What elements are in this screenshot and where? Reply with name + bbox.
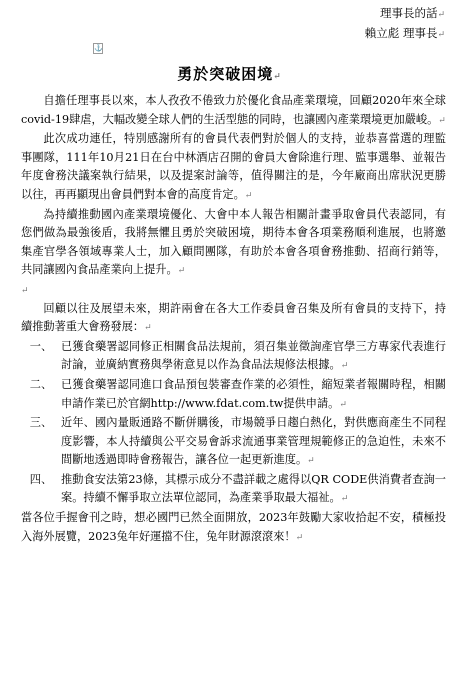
review-intro: 回顧以往及展望未來，期許兩會在各大工作委員會召集及所有會員的支持下，持續推動著重大會務發展：↵: [21, 301, 446, 334]
paragraph-mark: ↵: [339, 399, 347, 410]
paragraph-mark: ↵: [307, 456, 315, 467]
closing-paragraph: 當各位手握會刊之時，想必國門已然全面開放，2023年鼓勵大家收拾起不安，積極投入海外展覽，2023兔年好運擋不住，兔年財源滾滾來！↵: [21, 511, 446, 543]
author-line: 賴立彪 理事長↵: [364, 26, 445, 40]
list-number: 二、: [29, 377, 53, 391]
paragraph: 為持續推動國內產業環境優化、大會中本人報告相關計畫爭取會員代表認同，有您們做為最強後盾，我將無懼且勇於突破困境，期待本會各項業務順利進展，也將邀集產官學各領域專業人士，加入顧問團隊，有助於本會各項會務推動、招商行銷等，共同讓國內食品產業向上提升。↵: [21, 207, 446, 277]
paragraph-mark: ↵: [244, 190, 253, 201]
blank-line: [21, 281, 446, 300]
list-text: 已獲食藥署認同修正相關食品法規前，須召集並徵詢產官學三方專家代表進行討論，並廣納實務與學術意見以作為食品法規修法根據。↵: [61, 339, 446, 372]
list-text: 近年、國內量販通路不斷併購後，市場競爭日趨白熱化，對供應商產生不同程度影響，本人持續與公平交易會訴求流通事業管理規範修正的急迫性，未來不間斷地透過即時會務報告，讓各位一起更新進度。↵: [61, 416, 446, 467]
paragraph-mark: ↵: [437, 10, 445, 20]
paragraph-mark: ↵: [177, 266, 186, 277]
header-caption: 理事長的話↵: [379, 6, 445, 20]
paragraph-mark: ↵: [295, 532, 304, 543]
page-title: 勇於突破困境↵: [177, 65, 282, 83]
paragraph-mark: ↵: [340, 361, 349, 372]
list-item: [21, 376, 446, 414]
list-number: 三、: [29, 416, 53, 430]
list-number: 一、: [29, 339, 53, 353]
anchor-icon: ⚓: [94, 44, 103, 52]
article-body: [21, 92, 446, 547]
header: [365, 4, 445, 44]
list-text: 推動食安法第23條，其標示成分不盡詳載之處得以QR CODE供消費者查詢一案。持續不懈爭取立法單位認同，為產業爭取最大福祉。↵: [61, 472, 446, 505]
paragraph: 自擔任理事長以來，本人孜孜不倦致力於優化食品產業環境，回顧2020年來全球covid-19肆虐，大幅改變全球人們的生活型態的同時，也讓國內產業環境更加嚴峻。↵: [21, 94, 446, 126]
list-text: 已獲食藥署認同進口食品預包裝審查作業的必須性，縮短業者報關時程，相關申請作業已於官網http://www.fdat.com.tw提供申請。↵: [61, 377, 446, 410]
list-item: [21, 414, 446, 471]
paragraph-mark: ↵: [340, 494, 349, 505]
paragraph-mark: ↵: [438, 115, 446, 126]
list-item: [21, 338, 446, 376]
paragraph-mark: ↵: [437, 30, 445, 40]
list-number: 四、: [29, 472, 53, 486]
paragraph: 此次成功連任，特別感謝所有的會員代表們對於個人的支持，並恭喜當選的理監事團隊，111年10月21日在台中林酒店召開的會員大會除進行理、監事選舉、並報告年度會務決議案執行結果，以及提案討論等，值得關注的是，今年廠商出席狀況更勝以往，再再顯現出會員們對本會的高度肯定。↵: [21, 132, 446, 201]
paragraph-mark: ↵: [273, 72, 282, 82]
paragraph-mark: ↵: [144, 323, 152, 334]
list-item: [21, 471, 446, 509]
paragraph-mark: ↵: [21, 285, 29, 296]
